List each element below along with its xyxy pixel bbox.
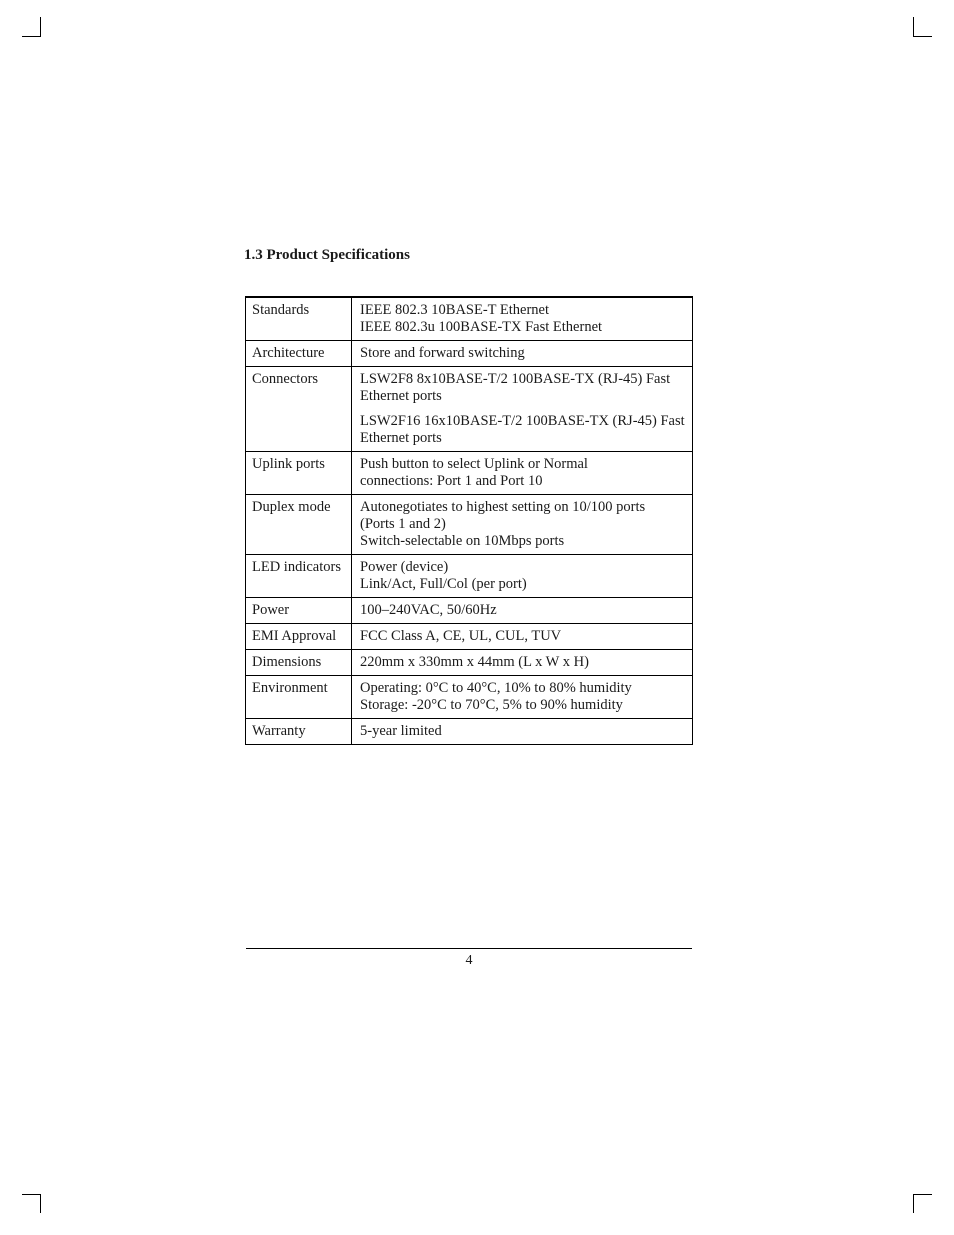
spec-value-line: Push button to select Uplink or Normal — [360, 456, 588, 472]
spec-value — [352, 495, 693, 555]
spec-value-line: Ethernet ports — [360, 430, 442, 446]
crop-mark-top-left-v — [40, 17, 41, 36]
spec-value-paragraph — [360, 345, 686, 362]
spec-row — [246, 341, 693, 367]
spec-value-paragraph — [360, 371, 686, 405]
spec-row — [246, 367, 693, 452]
spec-value-line: IEEE 802.3 10BASE-T Ethernet — [360, 302, 550, 318]
spec-value — [352, 598, 693, 624]
spec-value-paragraph — [360, 499, 686, 550]
specifications-table — [245, 296, 693, 745]
spec-value-line: 100–240VAC, 50/60Hz — [360, 602, 497, 618]
crop-mark-bottom-left-h — [22, 1194, 41, 1195]
spec-value — [352, 555, 693, 598]
spec-label: Architecture — [246, 341, 352, 367]
page-number: 4 — [465, 953, 473, 968]
section-title: 1.3 Product Specifications — [244, 247, 410, 263]
spec-value-paragraph — [360, 723, 686, 740]
spec-value — [352, 676, 693, 719]
spec-value-line: IEEE 802.3u 100BASE-TX Fast Ethernet — [360, 319, 603, 335]
spec-value-line: Storage: -20°C to 70°C, 5% to 90% humidity — [360, 697, 623, 713]
spec-row — [246, 297, 693, 341]
spec-value-paragraph — [360, 602, 686, 619]
crop-mark-bottom-right-v — [913, 1194, 914, 1213]
spec-value-line: Store and forward switching — [360, 345, 525, 361]
spec-row — [246, 650, 693, 676]
spec-label: Dimensions — [246, 650, 352, 676]
spec-row — [246, 555, 693, 598]
crop-mark-bottom-left-v — [40, 1194, 41, 1213]
spec-value-paragraph — [360, 680, 686, 714]
spec-value-line: (Ports 1 and 2) — [360, 516, 446, 532]
spec-value-paragraph — [360, 413, 686, 447]
crop-mark-bottom-right-h — [913, 1194, 932, 1195]
spec-value-line: Switch-selectable on 10Mbps ports — [360, 533, 565, 549]
spec-label: Uplink ports — [246, 452, 352, 495]
spec-label: Environment — [246, 676, 352, 719]
spec-value — [352, 650, 693, 676]
spec-value-line: 220mm x 330mm x 44mm (L x W x H) — [360, 654, 589, 670]
spec-label: Connectors — [246, 367, 352, 452]
spec-value-line: Power (device) — [360, 559, 449, 575]
specifications-table-body — [246, 297, 693, 745]
spec-label: EMI Approval — [246, 624, 352, 650]
spec-row — [246, 624, 693, 650]
spec-value — [352, 341, 693, 367]
spec-value-line: FCC Class A, CE, UL, CUL, TUV — [360, 628, 562, 644]
spec-value-line: Ethernet ports — [360, 388, 442, 404]
spec-value-paragraph — [360, 654, 686, 671]
spec-value-line: LSW2F8 8x10BASE-T/2 100BASE-TX (RJ-45) Fast — [360, 371, 671, 387]
spec-row — [246, 598, 693, 624]
spec-value-line: Link/Act, Full/Col (per port) — [360, 576, 527, 592]
spec-value — [352, 719, 693, 745]
spec-value-paragraph — [360, 456, 686, 490]
spec-value-paragraph — [360, 559, 686, 593]
footer-rule — [246, 948, 692, 949]
spec-value-paragraph — [360, 628, 686, 645]
spec-label: Power — [246, 598, 352, 624]
spec-value-paragraph — [360, 302, 686, 336]
crop-mark-top-right-v — [913, 17, 914, 36]
spec-label: LED indicators — [246, 555, 352, 598]
spec-value-line: 5-year limited — [360, 723, 442, 739]
spec-row — [246, 495, 693, 555]
spec-value-line: Operating: 0°C to 40°C, 10% to 80% humidity — [360, 680, 632, 696]
spec-label: Standards — [246, 297, 352, 341]
spec-value — [352, 367, 693, 452]
crop-mark-top-left-h — [22, 36, 41, 37]
spec-value-line: Autonegotiates to highest setting on 10/100 ports — [360, 499, 646, 515]
spec-value — [352, 624, 693, 650]
spec-value — [352, 452, 693, 495]
spec-row — [246, 452, 693, 495]
spec-value-line: LSW2F16 16x10BASE-T/2 100BASE-TX (RJ-45) Fast — [360, 413, 685, 429]
spec-value — [352, 297, 693, 341]
spec-row — [246, 676, 693, 719]
spec-label: Duplex mode — [246, 495, 352, 555]
spec-label: Warranty — [246, 719, 352, 745]
spec-value-line: connections: Port 1 and Port 10 — [360, 473, 543, 489]
crop-mark-top-right-h — [913, 36, 932, 37]
spec-row — [246, 719, 693, 745]
